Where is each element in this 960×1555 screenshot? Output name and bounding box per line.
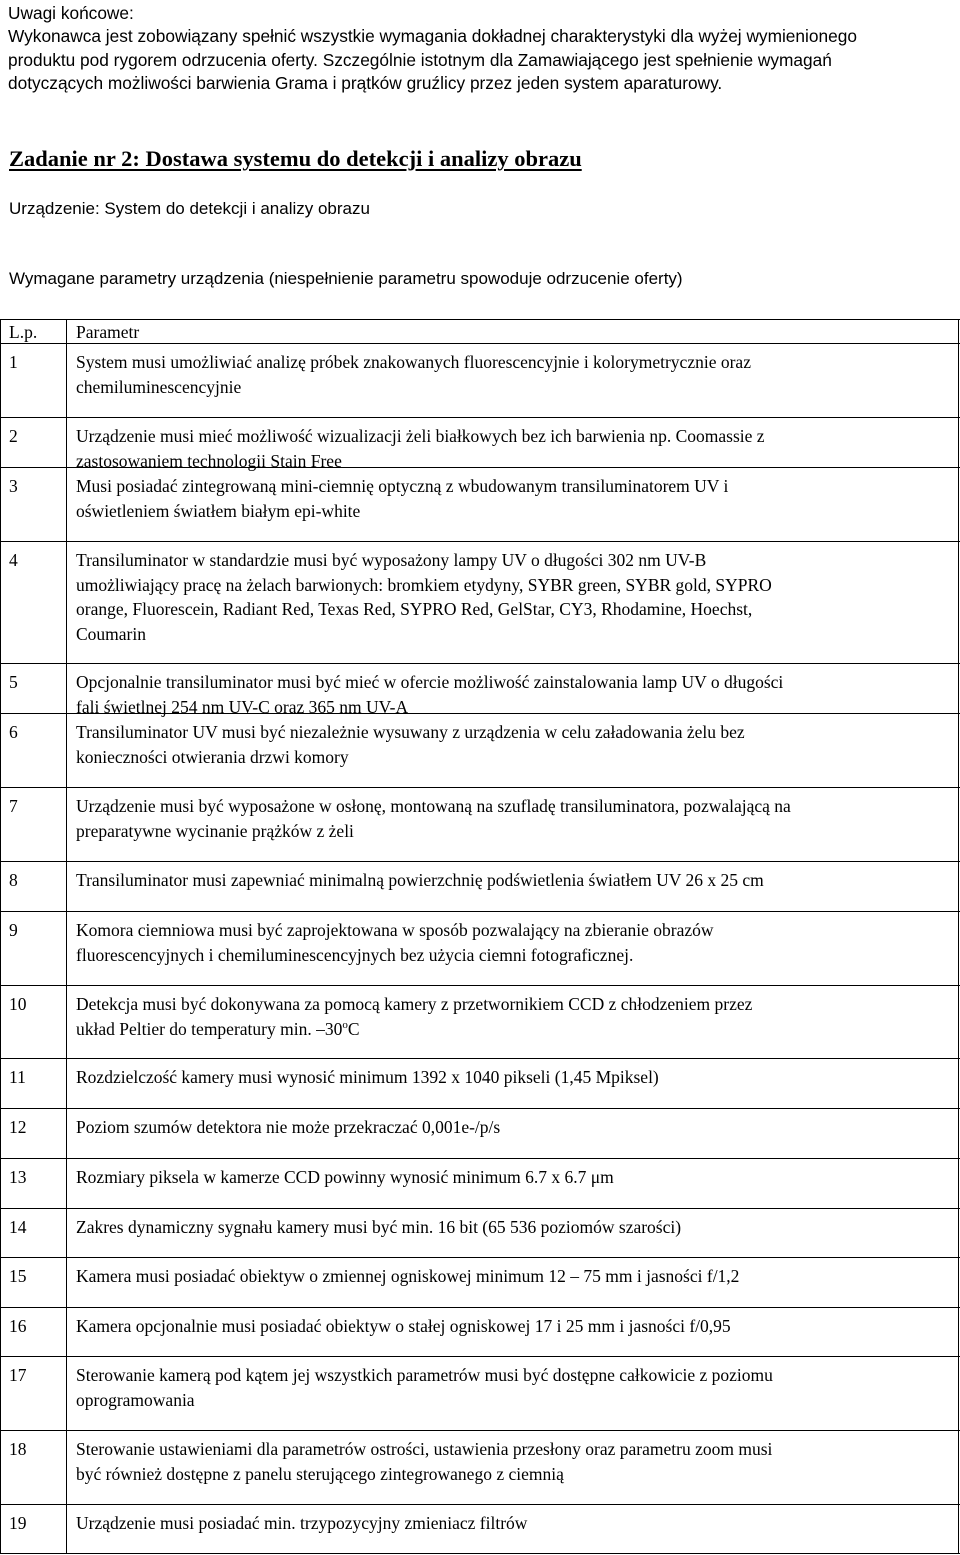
table-row-number: 12 <box>9 1117 27 1137</box>
temperature-unit: C <box>347 1018 360 1039</box>
table-column-rule <box>958 319 959 1554</box>
table-row-parameter-text: oświetleniem światłem białym epi-white <box>76 500 361 521</box>
table-row-number: 14 <box>9 1217 27 1237</box>
table-row-number: 16 <box>9 1316 27 1336</box>
table-rule <box>0 1108 960 1109</box>
table-row-number: 8 <box>9 870 18 890</box>
table-row-parameter-text: Rozmiary piksela w kamerze CCD powinny wynosić minimum 6.7 x 6.7 μm <box>76 1167 614 1187</box>
table-row-parameter-text: Transiluminator UV musi być niezależnie wysuwany z urządzenia w celu załadowania żelu bez <box>76 722 745 742</box>
table-rule <box>0 1430 960 1431</box>
table-rule <box>0 663 960 664</box>
closing-remarks-line: dotyczących możliwości barwienia Grama i prątków gruźlicy przez jeden system aparaturowy. <box>8 72 723 93</box>
table-row-parameter-text: konieczności otwierania drzwi komory <box>76 746 349 767</box>
table-rule <box>0 1208 960 1209</box>
table-rule <box>0 417 960 418</box>
table-row-parameter-text: być również dostępne z panelu sterującego zintegrowanego z ciemnią <box>76 1463 564 1484</box>
table-row-parameter-text: Rozdzielczość kamery musi wynosić minimum 1392 x 1040 pikseli (1,45 Mpiksel) <box>76 1067 659 1087</box>
table-rule <box>0 787 960 788</box>
table-row-parameter-text: chemiluminescencyjnie <box>76 376 242 397</box>
table-row-parameter-text: umożliwiający pracę na żelach barwionych: bromkiem etydyny, SYBR green, SYBR gold, SYPRO <box>76 574 772 595</box>
table-row-parameter-text: Kamera opcjonalnie musi posiadać obiektyw o stałej ogniskowej 17 i 25 mm i jasności f/0,95 <box>76 1316 731 1336</box>
table-row-number: 11 <box>9 1067 26 1087</box>
table-rule <box>0 1356 960 1357</box>
table-row-number: 9 <box>9 920 18 940</box>
table-rule <box>0 861 960 862</box>
table-row-number: 19 <box>9 1513 27 1533</box>
table-row-parameter-text: Komora ciemniowa musi być zaprojektowana w sposób pozwalający na zbieranie obrazów <box>76 920 714 940</box>
task-title: Zadanie nr 2: Dostawa systemu do detekcji i analizy obrazu <box>9 146 582 171</box>
table-row-parameter-text: Transiluminator w standardzie musi być wyposażony lampy UV o długości 302 nm UV-B <box>76 550 707 570</box>
closing-remarks-line: produktu pod rygorem odrzucenia oferty. Szczególnie istotnym dla Zamawiającego jest spełnienie wymagań <box>8 49 832 70</box>
table-row-parameter-text: preparatywne wycinanie prążków z żeli <box>76 820 354 841</box>
table-row-parameter-text: Urządzenie musi mieć możliwość wizualizacji żeli białkowych bez ich barwienia np. Coomassie z <box>76 426 765 446</box>
table-row-parameter-text: Coumarin <box>76 623 146 644</box>
required-parameters-note: Wymagane parametry urządzenia (niespełnienie parametru spowoduje odrzucenie oferty) <box>9 269 683 288</box>
table-row-parameter-text: oprogramowania <box>76 1389 195 1410</box>
table-row-parameter-text: System musi umożliwiać analizę próbek znakowanych fluorescencyjnie i kolorymetrycznie oraz <box>76 352 751 372</box>
table-rule <box>0 343 960 344</box>
table-rule <box>0 1257 960 1258</box>
table-row-parameter-text: układ Peltier do temperatury min. –30$^o$C <box>76 1018 360 1039</box>
table-rule <box>0 1307 960 1308</box>
table-rule <box>0 541 960 542</box>
table-header-lp: L.p. <box>9 322 38 342</box>
table-row-parameter-text: Zakres dynamiczny sygnału kamery musi być min. 16 bit (65 536 poziomów szarości) <box>76 1217 682 1237</box>
table-column-rule <box>66 319 67 1554</box>
table-row-parameter-text: fluorescencyjnych i chemiluminescencyjnych bez użycia ciemni fotograficznej. <box>76 944 634 965</box>
device-line: Urządzenie: System do detekcji i analizy obrazu <box>9 199 370 218</box>
table-rule <box>0 319 960 320</box>
table-row-parameter-text: Sterowanie ustawieniami dla parametrów ostrości, ustawienia przesłony oraz parametru zoom musi <box>76 1439 773 1459</box>
table-row-number: 2 <box>9 426 18 446</box>
table-row-number: 1 <box>9 352 18 372</box>
table-header-parameter: Parametr <box>76 322 140 342</box>
table-row-parameter-text: zastosowaniem technologii Stain Free <box>76 450 342 471</box>
degree-superscript: o <box>342 1018 348 1031</box>
table-rule <box>0 1553 960 1554</box>
table-rule <box>0 1158 960 1159</box>
closing-remarks-line: Wykonawca jest zobowiązany spełnić wszystkie wymagania dokładnej charakterystyki dla wyżej wymienionego <box>8 26 857 47</box>
table-row-number: 5 <box>9 672 18 692</box>
table-rule <box>0 911 960 912</box>
table-rule <box>0 1058 960 1059</box>
table-row-parameter-text: orange, Fluorescein, Radiant Red, Texas Red, SYPRO Red, GelStar, CY3, Rhodamine, Hoechst, <box>76 599 753 619</box>
table-row-parameter-text: Detekcja musi być dokonywana za pomocą kamery z przetwornikiem CCD z chłodzeniem przez <box>76 994 753 1014</box>
table-row-parameter-text: Kamera musi posiadać obiektyw o zmiennej ogniskowej minimum 12 – 75 mm i jasności f/1,2 <box>76 1266 740 1286</box>
table-column-rule <box>0 319 1 1554</box>
table-row-number: 3 <box>9 476 18 496</box>
closing-remarks-heading: Uwagi końcowe: <box>8 3 134 23</box>
table-row-parameter-text: fali świetlnej 254 nm UV-C oraz 365 nm UV-A <box>76 696 409 717</box>
table-row-number: 17 <box>9 1365 27 1385</box>
table-row-number: 4 <box>9 550 18 570</box>
table-row-parameter-text: Poziom szumów detektora nie może przekraczać 0,001e-/p/s <box>76 1117 501 1137</box>
table-row-number: 15 <box>9 1266 27 1286</box>
table-row-parameter-text: Urządzenie musi być wyposażone w osłonę, montowaną na szufladę transiluminatora, pozwalającą na <box>76 796 791 816</box>
table-rule <box>0 1504 960 1505</box>
table-row-parameter-text: Transiluminator musi zapewniać minimalną powierzchnię podświetlenia światłem UV 26 x 25 cm <box>76 870 764 890</box>
table-row-number: 7 <box>9 796 18 816</box>
table-row-parameter-text: Sterowanie kamerą pod kątem jej wszystkich parametrów musi być dostępne całkowicie z poziomu <box>76 1365 773 1385</box>
table-row-number: 13 <box>9 1167 27 1187</box>
table-row-parameter-text: Urządzenie musi posiadać min. trzypozycyjny zmieniacz filtrów <box>76 1513 528 1533</box>
table-row-number: 6 <box>9 722 18 742</box>
table-row-number: 18 <box>9 1439 27 1459</box>
table-row-parameter-text: Musi posiadać zintegrowaną mini-ciemnię optyczną z wbudowanym transiluminatorem UV i <box>76 476 729 496</box>
table-row-number: 10 <box>9 994 27 1014</box>
table-rule <box>0 985 960 986</box>
table-row-parameter-text: Opcjonalnie transiluminator musi być mieć w ofercie możliwość zainstalowania lamp UV o długości <box>76 672 784 692</box>
